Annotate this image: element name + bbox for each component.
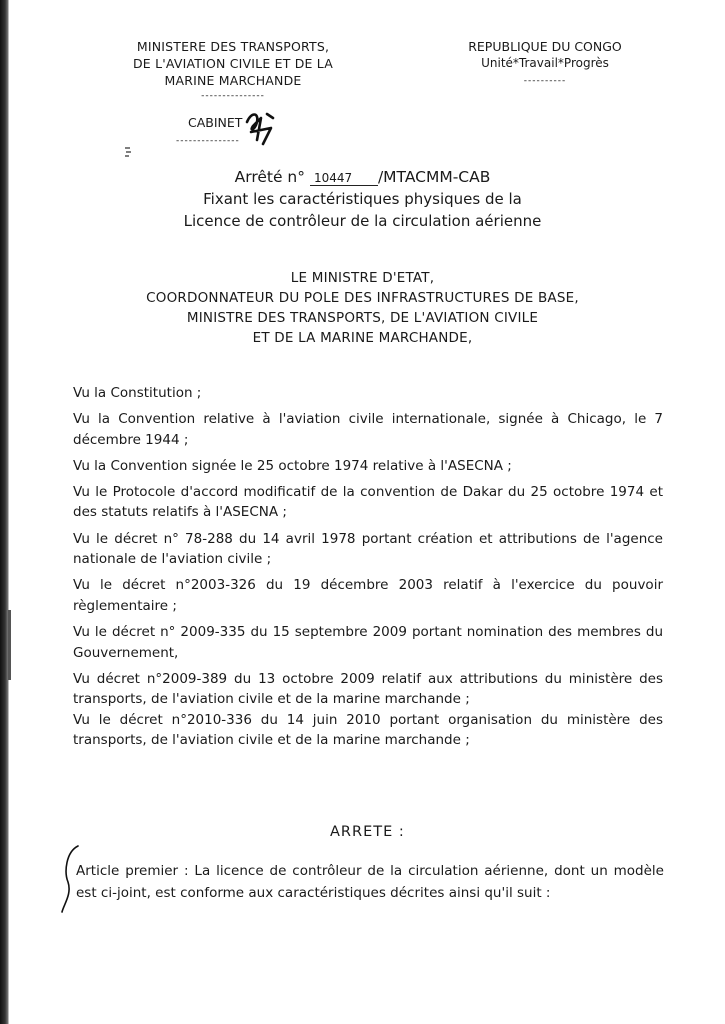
ministry-line-1: MINISTERE DES TRANSPORTS, xyxy=(136,39,330,54)
visa-item: Vu la Convention relative à l'aviation civile internationale, signée à Chicago, le 7 décembre 1944 ; xyxy=(73,411,663,448)
country-header xyxy=(445,38,645,86)
minister-line-1: LE MINISTRE D'ETAT, xyxy=(290,270,435,286)
visa-item: Vu le décret n° 78-288 du 14 avril 1978 portant création et attributions de l'agence nationale de l'aviation civile ; xyxy=(73,530,663,568)
decree-subject-line-1: Fixant les caractéristiques physiques de la xyxy=(203,190,522,208)
visa-item: Vu le décret n°2003-326 du 19 décembre 2003 relatif à l'exercice du pouvoir règlementaire ; xyxy=(73,577,663,614)
minister-line-4: ET DE LA MARINE MARCHANDE, xyxy=(252,330,473,346)
visa-item: Vu le décret n°2010-336 du 14 juin 2010 portant organisation du ministère des transports, de l'aviation civile et de la marine marchande ; xyxy=(73,711,663,749)
decree-prefix: Arrêté n° xyxy=(234,168,306,186)
country-name: REPUBLIQUE DU CONGO xyxy=(468,39,622,54)
article-premier: Article premier : La licence de contrôleur de la circulation aérienne, dont un modèle est ci-joint, est conforme aux caractéristiques décrites ainsi qu'il suit : xyxy=(76,863,664,901)
visa-item: Vu la Convention signée le 25 octobre 1974 relative à l'ASECNA ; xyxy=(73,457,512,474)
minister-line-2: COORDONNATEUR DU POLE DES INFRASTRUCTURES DE BASE, xyxy=(146,290,579,306)
cabinet-label: CABINET xyxy=(188,115,243,130)
scan-edge-speck xyxy=(8,610,11,680)
visa-item: Vu le Protocole d'accord modificatif de la convention de Dakar du 25 octobre 1974 et des statuts relatifs à l'ASECNA ; xyxy=(73,483,663,521)
decree-subject-line-2: Licence de contrôleur de la circulation aérienne xyxy=(183,212,542,230)
cabinet-separator: --------------- xyxy=(176,136,240,146)
minister-line-3: MINISTRE DES TRANSPORTS, DE L'AVIATION CIVILE xyxy=(186,310,539,326)
ministry-separator: --------------- xyxy=(201,91,265,101)
country-separator: ---------- xyxy=(523,76,567,86)
visa-item: Vu la Constitution ; xyxy=(73,385,202,401)
national-motto: Unité*Travail*Progrès xyxy=(481,56,609,70)
scan-edge-shadow xyxy=(0,0,9,1024)
ministry-line-2: DE L'AVIATION CIVILE ET DE LA xyxy=(132,56,334,71)
visa-item: Vu décret n°2009-389 du 13 octobre 2009 relatif aux attributions du ministère des transports, de l'aviation civile et de la marine marchande ; xyxy=(73,670,663,708)
ministry-line-3: MARINE MARCHANDE xyxy=(164,73,302,88)
scan-artifact-mark xyxy=(124,146,134,158)
legal-references xyxy=(73,383,663,751)
decree-number: 10447 xyxy=(310,171,378,186)
minister-title xyxy=(60,268,665,348)
ministry-header xyxy=(98,38,368,101)
handwritten-initial-mark xyxy=(241,108,281,148)
visa-item: Vu le décret n° 2009-335 du 15 septembre 2009 portant nomination des membres du Gouvernement, xyxy=(73,623,663,661)
decrees-heading: ARRETE : xyxy=(330,824,405,840)
decree-suffix: /MTACMM-CAB xyxy=(377,168,491,186)
decree-title xyxy=(60,166,665,232)
decree-number-line xyxy=(60,166,665,188)
